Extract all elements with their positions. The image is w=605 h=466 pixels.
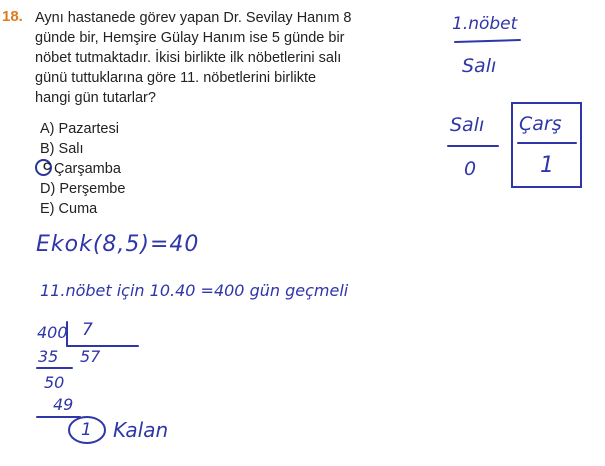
division-divisor: 7 (82, 320, 93, 340)
first-shift-label: 1.nöbet (452, 14, 518, 34)
lcm-line: Ekok(8,5)=40 (36, 232, 200, 257)
option-b: B) Salı (40, 141, 84, 157)
table-left-value: 0 (464, 158, 477, 180)
underline-stroke (455, 40, 520, 42)
option-a: A) Pazartesi (40, 121, 119, 137)
table-left-header: Salı (450, 114, 485, 136)
remainder-label: Kalan (113, 418, 169, 442)
question-line: nöbet tutmaktadır. İkisi birlikte ilk nöbetlerini salı (35, 50, 342, 66)
question-number: 18. (2, 8, 23, 25)
calculation-line: 11.nöbet için 10.40 =400 gün geçmeli (40, 281, 349, 300)
question-line: hangi gün tutarlar? (35, 90, 156, 106)
table-right-header: Çarş (519, 113, 562, 135)
first-shift-day: Salı (462, 55, 497, 77)
division-step: 50 (44, 373, 65, 392)
division-dividend: 400 (37, 323, 68, 342)
division-step: 49 (53, 395, 74, 414)
option-d: D) Perşembe (40, 181, 126, 197)
question-line: günü tuttuklarına göre 11. nöbetlerini birlikte (35, 70, 317, 86)
question-line: günde bir, Hemşire Gülay Hanım ise 5 günde bir (35, 30, 345, 46)
option-e: E) Cuma (40, 201, 98, 217)
table-right-value: 1 (540, 153, 554, 178)
division-quotient: 57 (80, 347, 101, 366)
question-line: Aynı hastanede görev yapan Dr. Sevilay Hanım 8 (35, 10, 352, 26)
option-c: Çarşamba (54, 161, 121, 177)
option-c-letter: C (43, 161, 51, 173)
division-remainder: 1 (81, 420, 92, 440)
division-step: 35 (38, 347, 59, 366)
